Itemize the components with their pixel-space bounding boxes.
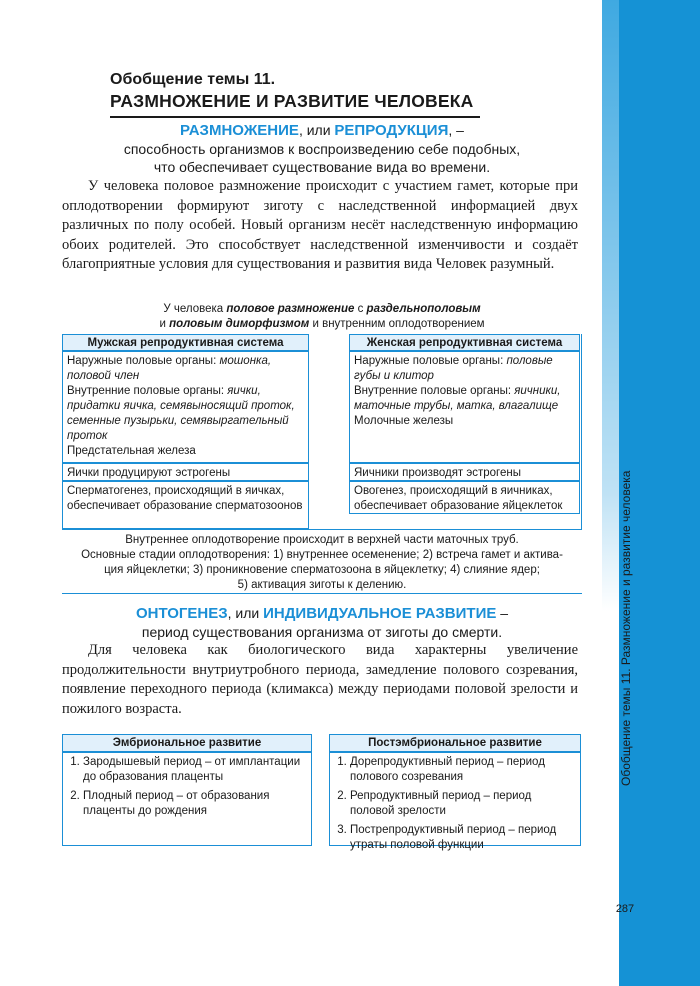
embryonic-list [62,752,312,846]
sidebar-title: Обобщение темы 11. Размножение и развитие человека [619,470,633,786]
definition-line-3: что обеспечивает существование вида во времени. [153,159,491,175]
reproduction-definition: РАЗМНОЖЕНИЕ, или РЕПРОДУКЦИЯ, – способность организмов к воспроизведению себе подобных, что обеспечивает существование вида во времени. [62,121,582,176]
embryonic-header: Эмбриональное развитие [62,734,312,752]
heading-line-1: Обобщение темы 11. [110,71,276,88]
ontogenesis-definition: ОНТОГЕНЕЗ, или ИНДИВИДУАЛЬНОЕ РАЗВИТИЕ – период существования организма от зиготы до смерти. [62,604,582,641]
heading-line-2: РАЗМНОЖЕНИЕ И РАЗВИТИЕ ЧЕЛОВЕКА [110,91,474,111]
table-intro: У человека половое размножение с раздельнополовым и половым диморфизмом и внутренним оплодотворением [62,300,582,334]
female-system-header: Женская репродуктивная система [349,334,580,351]
postembryonic-header: Постэмбриональное развитие [329,734,581,752]
male-hormones: Яички продуцируют эстрогены [62,463,309,481]
paragraph-reproduction: У человека половое размножение происходит с участием гамет, которые при оплодотворении формируют зиготу с наследственной информацией двух различных по полу особей. Новый организм несёт наследственную информацию обоих родителей. Это способствует наследственной изменчивости и создаёт благоприятные условия для существования и развития вида Человек разумный. [62,178,578,272]
list-item: 3. Пострепродуктивный период – период утраты половой функции [350,823,576,853]
ontogenesis-line-2: период существования организма от зиготы до смерти. [141,624,503,640]
female-organs: Наружные половые органы: половые губы и клитор Внутренние половые органы: яичники, маточные трубы, матка, влагалище Молочные железы [349,351,580,463]
male-organs: Наружные половые органы: мошонка, половой член Внутренние половые органы: яички, придатки яичка, семявыносящий проток, семенные пузырьки, семявыргательный проток Предстательная железа [62,351,309,463]
male-gametogenesis: Сперматогенез, происходящий в яичках, обеспечивает образование сперматозоонов [62,481,309,529]
term-ontogenesis: ОНТОГЕНЕЗ [135,605,228,622]
female-gametogenesis: Овогенез, происходящий в яичниках, обеспечивает образование яйцеклеток [349,481,580,514]
paragraph-ontogenesis: Для человека как биологического вида характерны увеличение продолжительности внутриутробного периода, замедление полового созревания, появление переходного периода (климакса) между периодами половой зрелости и пожилого возраста. [62,642,578,717]
male-system-header: Мужская репродуктивная система [62,334,309,351]
list-item: 1. Дорепродуктивный период – период полового созревания [350,755,576,785]
list-item: 2. Репродуктивный период – период половой зрелости [350,789,576,819]
list-item: 2. Плодный период – от образования плаценты до рождения [83,789,307,819]
female-hormones: Яичники производят эстрогены [349,463,580,481]
page-heading [110,70,560,112]
heading-underline [110,116,480,118]
term-reproduction: РАЗМНОЖЕНИЕ [180,122,299,139]
page-number: 287 [615,903,635,915]
fertilization-block: Внутреннее оплодотворение происходит в верхней части маточных труб. Основные стадии оплодотворения: 1) внутреннее осеменение; 2) встреча гамет и актива- ция яйцеклетки; 3) проникновение сперматозоона в яйцеклетку; 4) слияние ядер; 5) активация зиготы к делению. [62,529,582,593]
list-item: 1. Зародышевый период – от имплантации до образования плаценты [83,755,307,785]
term-reproduction-alt: РЕПРОДУКЦИЯ [334,122,449,139]
term-individual-development: ИНДИВИДУАЛЬНОЕ РАЗВИТИЕ [263,605,497,622]
postembryonic-list [329,752,581,851]
definition-line-2: способность организмов к воспроизведению себе подобных, [123,141,521,157]
